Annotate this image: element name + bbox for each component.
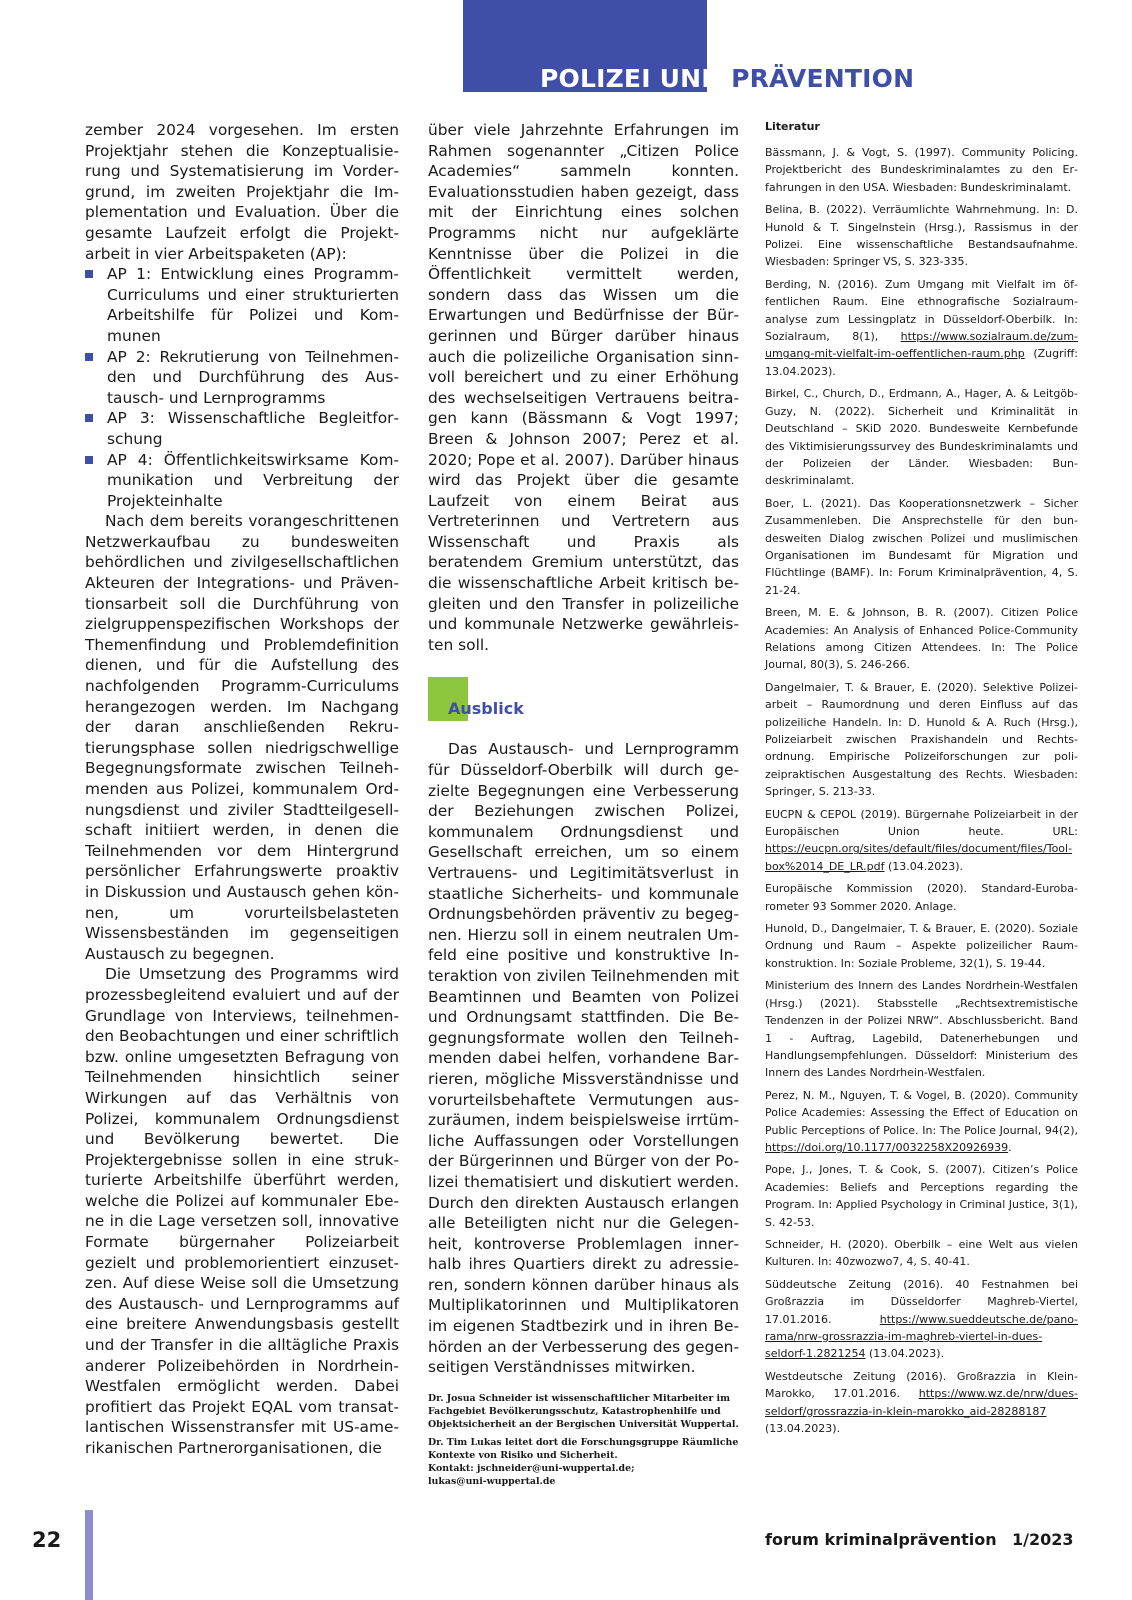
contact: Kontakt: jschneider@uni-wuppertal.de; — [428, 1462, 635, 1474]
reference-item: Birkel, C., Church, D., Erdmann, A., Hager, A. & Leitgöb-Guzy, N. (2022). Sicherheit und Kriminalität in Deutschland – SKiD 2020. Bundesweite Kernbefunde des Viktimisierungssurvey des Bundeskriminalamts und der Polizeien der Länder. Wiesbaden: Bundeskriminalamt. — [765, 387, 1078, 488]
paragraph: Das Austausch- und Lernprogramm für Düsseldorf-Oberbilk will durch gezielte Begegnungen eine Verbesserung der Beziehungen zwischen Polizei, kommunalem Ordnungsdienst und Gesellschaft erreichen, um so einem Vertrauens- und Legitimitätsverlust in staatliche Sicherheits- und kommunale Ordnungsbehörden präventiv zu begegnen. Hierzu soll in einem neutralen Umfeld eine positive und konstruktive Interaktion von zivilen Teilnehmenden mit Beamtinnen und Beamten von Polizei und Ordnungsamt stattfinden. Die Begegnungsformate wollen den Teilnehmenden dabei helfen, vorhandene Barrieren, mögliche Missverständnisse und vorurteilsbehaftete Vermutungen auszuräumen, indem beispielsweise irrtümliche Auffassungen oder Vorstellungen der Bürgerinnen und Bürger von der Polizei thematisiert und diskutiert werden. Durch den direkten Austausch erlangen alle Beteiligten nicht nur die Gelegenheit, kontroverse Problemlagen innerhalb ihres Quartiers direkt zu adressieren, sondern können darüber hinaus als Multiplikatorinnen und Multiplikatoren im eigenen Stadtbezirk und in ihren Behörden an der Verbesserung des gegenseitigen Verständnisses mitwirken. — [428, 740, 739, 1377]
reference-item: Boer, L. (2021). Das Kooperationsnetzwerk – Sicher Zusammenleben. Die Ansprechstelle für den bundesweiten Dialog zwischen Polizei und muslimischen Organisationen im Bundesamt für Migration und Flüchtlinge (BAMF). In: Forum Kriminalprävention, 4, S. 21-24. — [765, 496, 1078, 597]
column-2 — [428, 120, 739, 1488]
reference-item: Breen, M. E. & Johnson, B. R. (2007). Citizen Police Academies: An Analysis of Enhanced Police-Community Relations among Citizen Attendees. In: The Police Journal, 80(3), S. 246-266. — [765, 606, 1078, 672]
paragraph: über viele Jahrzehnte Erfahrungen im Rahmen sogenannter „Citizen Police Academies“ sammeln konnten. Evaluationsstudien haben gezeigt, dass mit der Einrichtung eines solchen Programms nicht nur aufgeklärte Kenntnisse über die Polizei in die Öffentlichkeit vermittelt werden, sondern dass das Wissen um die Erwartungen und Bedürfnisse der Bürgerinnen und Bürger darüber hinaus auch die polizeiliche Organisation sinnvoll bereichert und zu einer Erhöhung des wechselseitigen Vertrauens beitragen kann (Bässmann & Vogt 1997; Breen & Johnson 2007; Perez et al. 2020; Pope et al. 2007). Darüber hinaus wird das Projekt über die gesamte Laufzeit von einem Beirat aus Vertreterinnen und Vertretern aus Wissenschaft und Praxis als beratendem Gremium unterstützt, das die wissenschaftliche Arbeit kritisch begleiten und den Transfer in polizeiliche und kommunale Netzwerke gewährleisten soll. — [428, 121, 739, 654]
reference-item: Europäische Kommission (2020). Standard-Eurobarometer 93 Sommer 2020. Anlage. — [765, 882, 1078, 913]
reference-item: Pope, J., Jones, T. & Cook, S. (2007). Citizen’s Police Academies: Beliefs and Perceptions regarding the Program. In: Applied Psychology in Criminal Justice, 3(1), S. 42-53. — [765, 1163, 1078, 1229]
paragraph: Die Umsetzung des Programms wird prozessbegleitend evaluiert und auf der Grundlage von Interviews, teilnehmenden Beobachtungen und einer schriftlich bzw. online umgesetzten Befragung von Teilnehmenden hinsichtlich seiner Wirkungen auf das Verhältnis von Polizei, kommunalem Ordnungsdienst und Bevölkerung bewertet. Die Projektergebnisse sollen in eine strukturierte Arbeitshilfe überführt werden, welche die Polizei auf kommunaler Ebene in die Lage versetzen soll, innovative Formate bürgernaher Polizeiarbeit gezielt und problemorientiert einzusetzen. Auf diese Weise soll die Umsetzung des Austausch- und Lernprogramms auf eine breitere Anwendungsbasis gestellt und der Transfer in die alltägliche Praxis anderer Polizeibehörden in Nordrhein-Westfalen ermöglicht werden. Dabei profitiert das Projekt EQAL vom transatlantischen Wissenstransfer mit US-amerikanischen Partnerorganisationen, die — [85, 965, 399, 1457]
reference-list — [765, 144, 1078, 1437]
author-note: Dr. Tim Lukas leitet dort die Forschungsgruppe Räumliche Kontexte von Risiko und Sicherheit. — [428, 1436, 739, 1461]
literature-heading: Literatur — [765, 120, 820, 133]
reference-item: Westdeutsche Zeitung (2016). Großrazzia in Klein-Marokko, 17.01.2016. https://www.wz.de/nrw/duesseldorf/grossrazzia-in-klein-marokko_aid-28288187 (13.04.2023). — [765, 1369, 1078, 1436]
list-item: AP 4: Öffentlichkeitswirksame Kommunikation und Verbreitung der Projekteinhalte — [85, 450, 399, 512]
author-notes — [428, 1392, 739, 1488]
issue-number: 1/2023 — [1012, 1530, 1074, 1549]
page-number: 22 — [32, 1528, 62, 1552]
journal-name: forum kriminalprävention — [765, 1530, 997, 1549]
work-package-list — [85, 264, 399, 511]
reference-link[interactable]: https://www.wz.de/nrw/duesseldorf/grossrazzia-in-klein-marokko_aid-28288187 — [765, 1387, 1078, 1418]
contact: lukas@uni-wuppertal.de — [428, 1475, 556, 1487]
author-note: Dr. Josua Schneider ist wissenschaftlicher Mitarbeiter im Fachgebiet Bevölkerungsschutz, Katastrophenhilfe und Objektsicherheit an der Bergischen Universität Wuppertal. — [428, 1392, 739, 1430]
reference-link[interactable]: https://www.sueddeutsche.de/panorama/nrw-grossrazzia-im-maghreb-viertel-in-duesseldorf-1.2821254 — [765, 1312, 1078, 1361]
reference-link[interactable]: https://eucpn.org/sites/default/files/document/files/Toolbox%2014_DE_LR.pdf — [765, 842, 1073, 873]
section-title — [540, 64, 914, 96]
literature-column — [765, 120, 1078, 1442]
square-bullet-icon — [85, 456, 93, 464]
paragraph: zember 2024 vorgesehen. Im ersten Projektjahr stehen die Konzeptualisierung und Systematisierung im Vordergrund, im zweiten Projektjahr die Implementation und Evaluation. Über die gesamte Laufzeit erfolgt die Projektarbeit in vier Arbeitspaketen (AP): — [85, 121, 399, 263]
reference-item: EUCPN & CEPOL (2019). Bürgernahe Polizeiarbeit in der Europäischen Union heute. URL: https://eucpn.org/sites/default/files/document/files/Toolbox%2014_DE_LR.pdf (13.04.2023). — [765, 807, 1078, 873]
reference-item: Ministerium des Innern des Landes Nordrhein-Westfalen (Hrsg.) (2021). Stabsstelle „Rechtsextremistische Tendenzen in der Polizei NRW“. Abschlussbericht. Band 1 - Auftrag, Lagebild, Datenerhebungen und Handlungsempfehlungen. Düsseldorf: Ministerium des Innern des Landes Nordrhein-Westfalen. — [765, 979, 1078, 1080]
reference-item: Bässmann, J. & Vogt, S. (1997). Community Policing. Projektbericht des Bundeskriminalamtes zu den Erfahrungen in den USA. Wiesbaden: Bundeskriminalamt. — [765, 146, 1078, 194]
reference-item: Hunold, D., Dangelmaier, T. & Brauer, E. (2020). Soziale Ordnung und Raum – Aspekte polizeilicher Raumkonstruktion. In: Soziale Probleme, 32(1), S. 19-44. — [765, 922, 1078, 970]
list-item: AP 3: Wissenschaftliche Begleitforschung — [85, 408, 399, 449]
section-heading-ausblick — [428, 677, 739, 721]
reference-item: Belina, B. (2022). Verräumlichte Wahrnehmung. In: D. Hunold & T. Singelnstein (Hrsg.), Rassismus in der Polizei. Eine wissenschaftliche Bestandsaufnahme. Wiesbaden: Springer VS, S. 323-335. — [765, 203, 1078, 269]
reference-item: Schneider, H. (2020). Oberbilk – eine Welt aus vielen Kulturen. In: 40zwozwo7, 4, S. 40-41. — [765, 1237, 1078, 1269]
reference-item: Perez, N. M., Nguyen, T. & Vogel, B. (2020). Community Police Academies: Assessing the Effect of Education on Public Perceptions of Police. In: The Police Journal, 94(2), https://doi.org/10.1177/0032258X20926939. — [765, 1088, 1078, 1154]
footer-accent-bar — [85, 1510, 93, 1600]
list-item: AP 1: Entwicklung eines Programm-Curriculums und einer strukturierten Arbeitshilfe für Polizei und Kommunen — [85, 264, 399, 346]
square-bullet-icon — [85, 414, 93, 422]
reference-item: Berding, N. (2016). Zum Umgang mit Vielfalt im öffentlichen Raum. Eine ethnografische Sozialraumanalyse zum Lessingplatz in Düsseldorf-Oberbilk. In: Sozialraum, 8(1), https://www.sozialraum.de/zum-umgang-mit-vielfalt-im-oeffentlichen-raum.php (Zugriff: 13.04.2023). — [765, 277, 1078, 378]
section-heading-label: Ausblick — [448, 699, 524, 719]
reference-item: Dangelmaier, T. & Brauer, E. (2020). Selektive Polizeiarbeit – Raumordnung und deren Einfluss auf das polizeiliche Handeln. In: D. Hunold & A. Ruch (Hrsg.), Polizeiarbeit zwischen Praxishandeln und Rechtsordnung. Empirische Polizeiforschungen zur polizeipraktischen Ausgestaltung des Rechts. Wiesbaden: Springer, S. 213-33. — [765, 680, 1078, 799]
paragraph: Nach dem bereits vorangeschrittenen Netzwerkaufbau zu bundesweiten behördlichen und zivilgesellschaftlichen Akteuren der Integrations- und Präventionsarbeit soll die Durchführung von zielgruppenspezifischen Workshops der Themenfindung und Problemdefinition dienen, und für die Aufstellung des nachfolgenden Programm-Curriculums herangezogen werden. Im Nachgang der daran anschließenden Rekrutierungsphase sollen niedrigschwellige Begegnungsformate zwischen Teilnehmenden aus Polizei, kommunalem Ordnungsdienst und ziviler Stadtteilgesellschaft initiiert werden, in denen die Teilnehmenden vor dem Hintergrund persönlicher Erfahrungswerte proaktiv in Diskussion und Austausch gehen können, um vorurteilsbelasteten Wissensbeständen im gegenseitigen Austausch zu begegnen. — [85, 512, 399, 963]
square-bullet-icon — [85, 270, 93, 278]
list-item: AP 2: Rekrutierung von Teilnehmenden und Durchführung des Austausch- und Lernprogramms — [85, 347, 399, 409]
section-title-word2: PRÄVENTION — [731, 64, 915, 93]
reference-item: Süddeutsche Zeitung (2016). 40 Festnahmen bei Großrazzia im Düsseldorfer Maghreb-Viertel, 17.01.2016. https://www.sueddeutsche.de/panorama/nrw-grossrazzia-im-maghreb-viertel-in-duesseldorf-1.2821254 (13.04.2023). — [765, 1277, 1078, 1361]
square-bullet-icon — [85, 353, 93, 361]
reference-link[interactable]: https://doi.org/10.1177/0032258X20926939 — [765, 1140, 1009, 1154]
section-title-word1: POLIZEI UND — [540, 64, 723, 93]
column-1 — [85, 120, 399, 1459]
reference-link[interactable]: https://www.sozialraum.de/zum-umgang-mit-vielfalt-im-oeffentlichen-raum.php — [765, 330, 1078, 361]
